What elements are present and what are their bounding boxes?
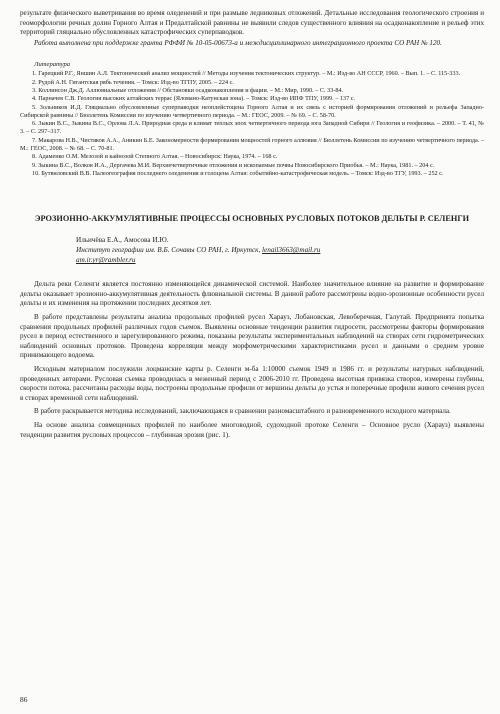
reference-item: 2. Рудой А.Н. Гигантская рябь течения. – Томск: Изд-во ТГПУ, 2005. – 224 с. <box>32 78 234 86</box>
article-title: ЭРОЗИОННО-АККУМУЛЯТИВНЫЕ ПРОЦЕССЫ ОСНОВНЫХ РУСЛОВЫХ ПОТОКОВ ДЕЛЬТЫ Р. СЕЛЕНГИ <box>34 214 470 224</box>
reference-item: 10. Бутвиловский В.В. Палеогеография последнего оледенения и голоцена Алтая: событийно-катастрофическая модель. – Томск: Изд-во ТГУ, 1993. – 252 с. <box>32 169 444 177</box>
body-paragraph: Дельта реки Селенги является постоянно изменяющейся динамической системой. Наиболее значительное влияние на развитие и формирование дельты оказывает эрозионно-аккумулятивная деятельность флювиальной системы. В данной работе рассмотрены водно-эрозионные особенности русел дельты и их изменения на протяжении последних десятков лет. <box>20 280 484 308</box>
reference-item: 9. Зыкина В.С., Волков И.А., Дергачева М.И. Верхнечетвертичные отложения и ископаемые почвы Новосибирского Приобья. – М.: Наука, 1981. – 204 с. <box>32 161 435 169</box>
article-authors: Ильичёва Е.А., Амосова И.Ю. <box>76 236 169 245</box>
author-email-link-2[interactable]: am.ir.yr@rambler.ru <box>76 256 136 265</box>
top-paragraph: результате физического выветривания во время оледенений и при размыве ледниковых отложений. Детальные исследования геологического строения и геоморфологии речных долин Горного Алтая и Предалтайской равнины не выявили следов существенного влияния на осадконакопление и рельеф этих территорий гляциально обусловленных катастрофических суперпаводков. <box>20 9 484 37</box>
body-paragraph: В работе раскрывается методика исследований, заключающаяся в сравнении разномасштабного и разновременного исходного материала. <box>34 407 451 416</box>
reference-item: 5. Зольников И.Д. Гляциально обусловленные суперпаводки неоплейстоцена Горного Алтая и их связь с историей формирования отложений и рельефа Западно-Сибирской равнины // Бюллетень Комиссии по изучению четвертичного периода. – М.: ГЕОС, 2009. – № 69. – С. 58-70. <box>20 103 484 119</box>
body-paragraph: Исходным материалом послужили лоцманские карты р. Селенги м-ба 1:10000 съемок 1949 и 1986 гг. и результаты натурных наблюдений, проведенных авторами. Русловая съемка проводилась в меженный период с 2006-2010 гг. Проведена высотная привязка створов, измерены глубины, скорости потока, рассчитаны расходы воды, построены продольные профили от вершины дельты до устья и поперечные профили живого сечения русел в створах временной сети наблюдений. <box>20 364 484 402</box>
reference-item: 3. Коллинсон Дж.Д. Аллювиальные отложения // Обстановки осадконакопления и фации. – М.: Мир, 1990. – С. 33-84. <box>32 86 344 94</box>
body-paragraph: На основе анализа совмещенных профилей по наиболее многоводной, судоходной протоке Селенги – Основное русло (Харауз) выявлены тенденции развития русловых процессов – глубинная эрозия (рис. 1). <box>20 420 484 439</box>
affiliation-text: Институт географии им. В.Б. Сочавы СО РАН, г. Иркутск, <box>76 246 261 255</box>
reference-item: 7. Макарова Н.В., Чистяков А.А., Аникин Б.Е. Закономерности формирования мощностей горного аллювия // Бюллетень Комиссии по изучению четвертичного периода. – М.: ГЕОС, 2008. – № 68. – С. 70-81. <box>20 136 484 153</box>
literature-heading: Литература <box>34 61 71 69</box>
author-email-link[interactable]: lenail3663@mail.ru <box>262 246 321 255</box>
acknowledgment: Работа выполнена при поддержке гранта РФФИ № 10-05-00673-а и междисциплинарного интеграционного проекта СО РАН № 120. <box>34 38 442 47</box>
reference-item: 6. Зыкин В.С., Зыкина В.С., Орлова Л.А. Природная среда и климат теплых эпох четвертичного периода юга Западной Сибири // Геология и геофизика. – 2000. – Т. 41, № 3. – С. 297–317. <box>20 120 484 136</box>
page-number: 86 <box>20 695 28 704</box>
reference-item: 8. Адаменко О.М. Мезозой и кайнозой Степного Алтая. – Новосибирск: Наука, 1974. – 168 с. <box>32 153 278 161</box>
body-paragraph: В работе представлены результаты анализа продольных профилей русел Харауз, Лобановская, Левоберечная, Галутай. Предпринята попытка сравнения продольных профилей различных годов съемок. Выявлены основные тенденции развития гидросети, рассмотрены факторы формирования русел в период естественного и зарегулированного режима, показаны результаты экспериментальных наблюдений на створах сети гидрометрических наблюдений основных протоков. Проведена корреляция между морфометрическими характеристиками русел и данными о среднем уровне принимающего водоема. <box>20 313 484 360</box>
article-affiliation <box>76 245 484 255</box>
reference-list <box>20 70 484 178</box>
article-affiliation-line2 <box>76 255 484 265</box>
reference-item: 1. Гарецкий Р.Г., Яншин А.Л. Тектонический анализ мощностей // Методы изучения тектонических структур. – М.: Изд-во АН СССР, 1960. – Вып. 1. – С. 115-333. <box>32 70 461 78</box>
reference-item: 4. Парначев С.В. Геология высоких алтайских террас (Яломано-Катунская зона). – Томск: Изд-во ИПФ ТПУ, 1999. – 137 с. <box>32 95 356 103</box>
article-body <box>20 280 484 440</box>
